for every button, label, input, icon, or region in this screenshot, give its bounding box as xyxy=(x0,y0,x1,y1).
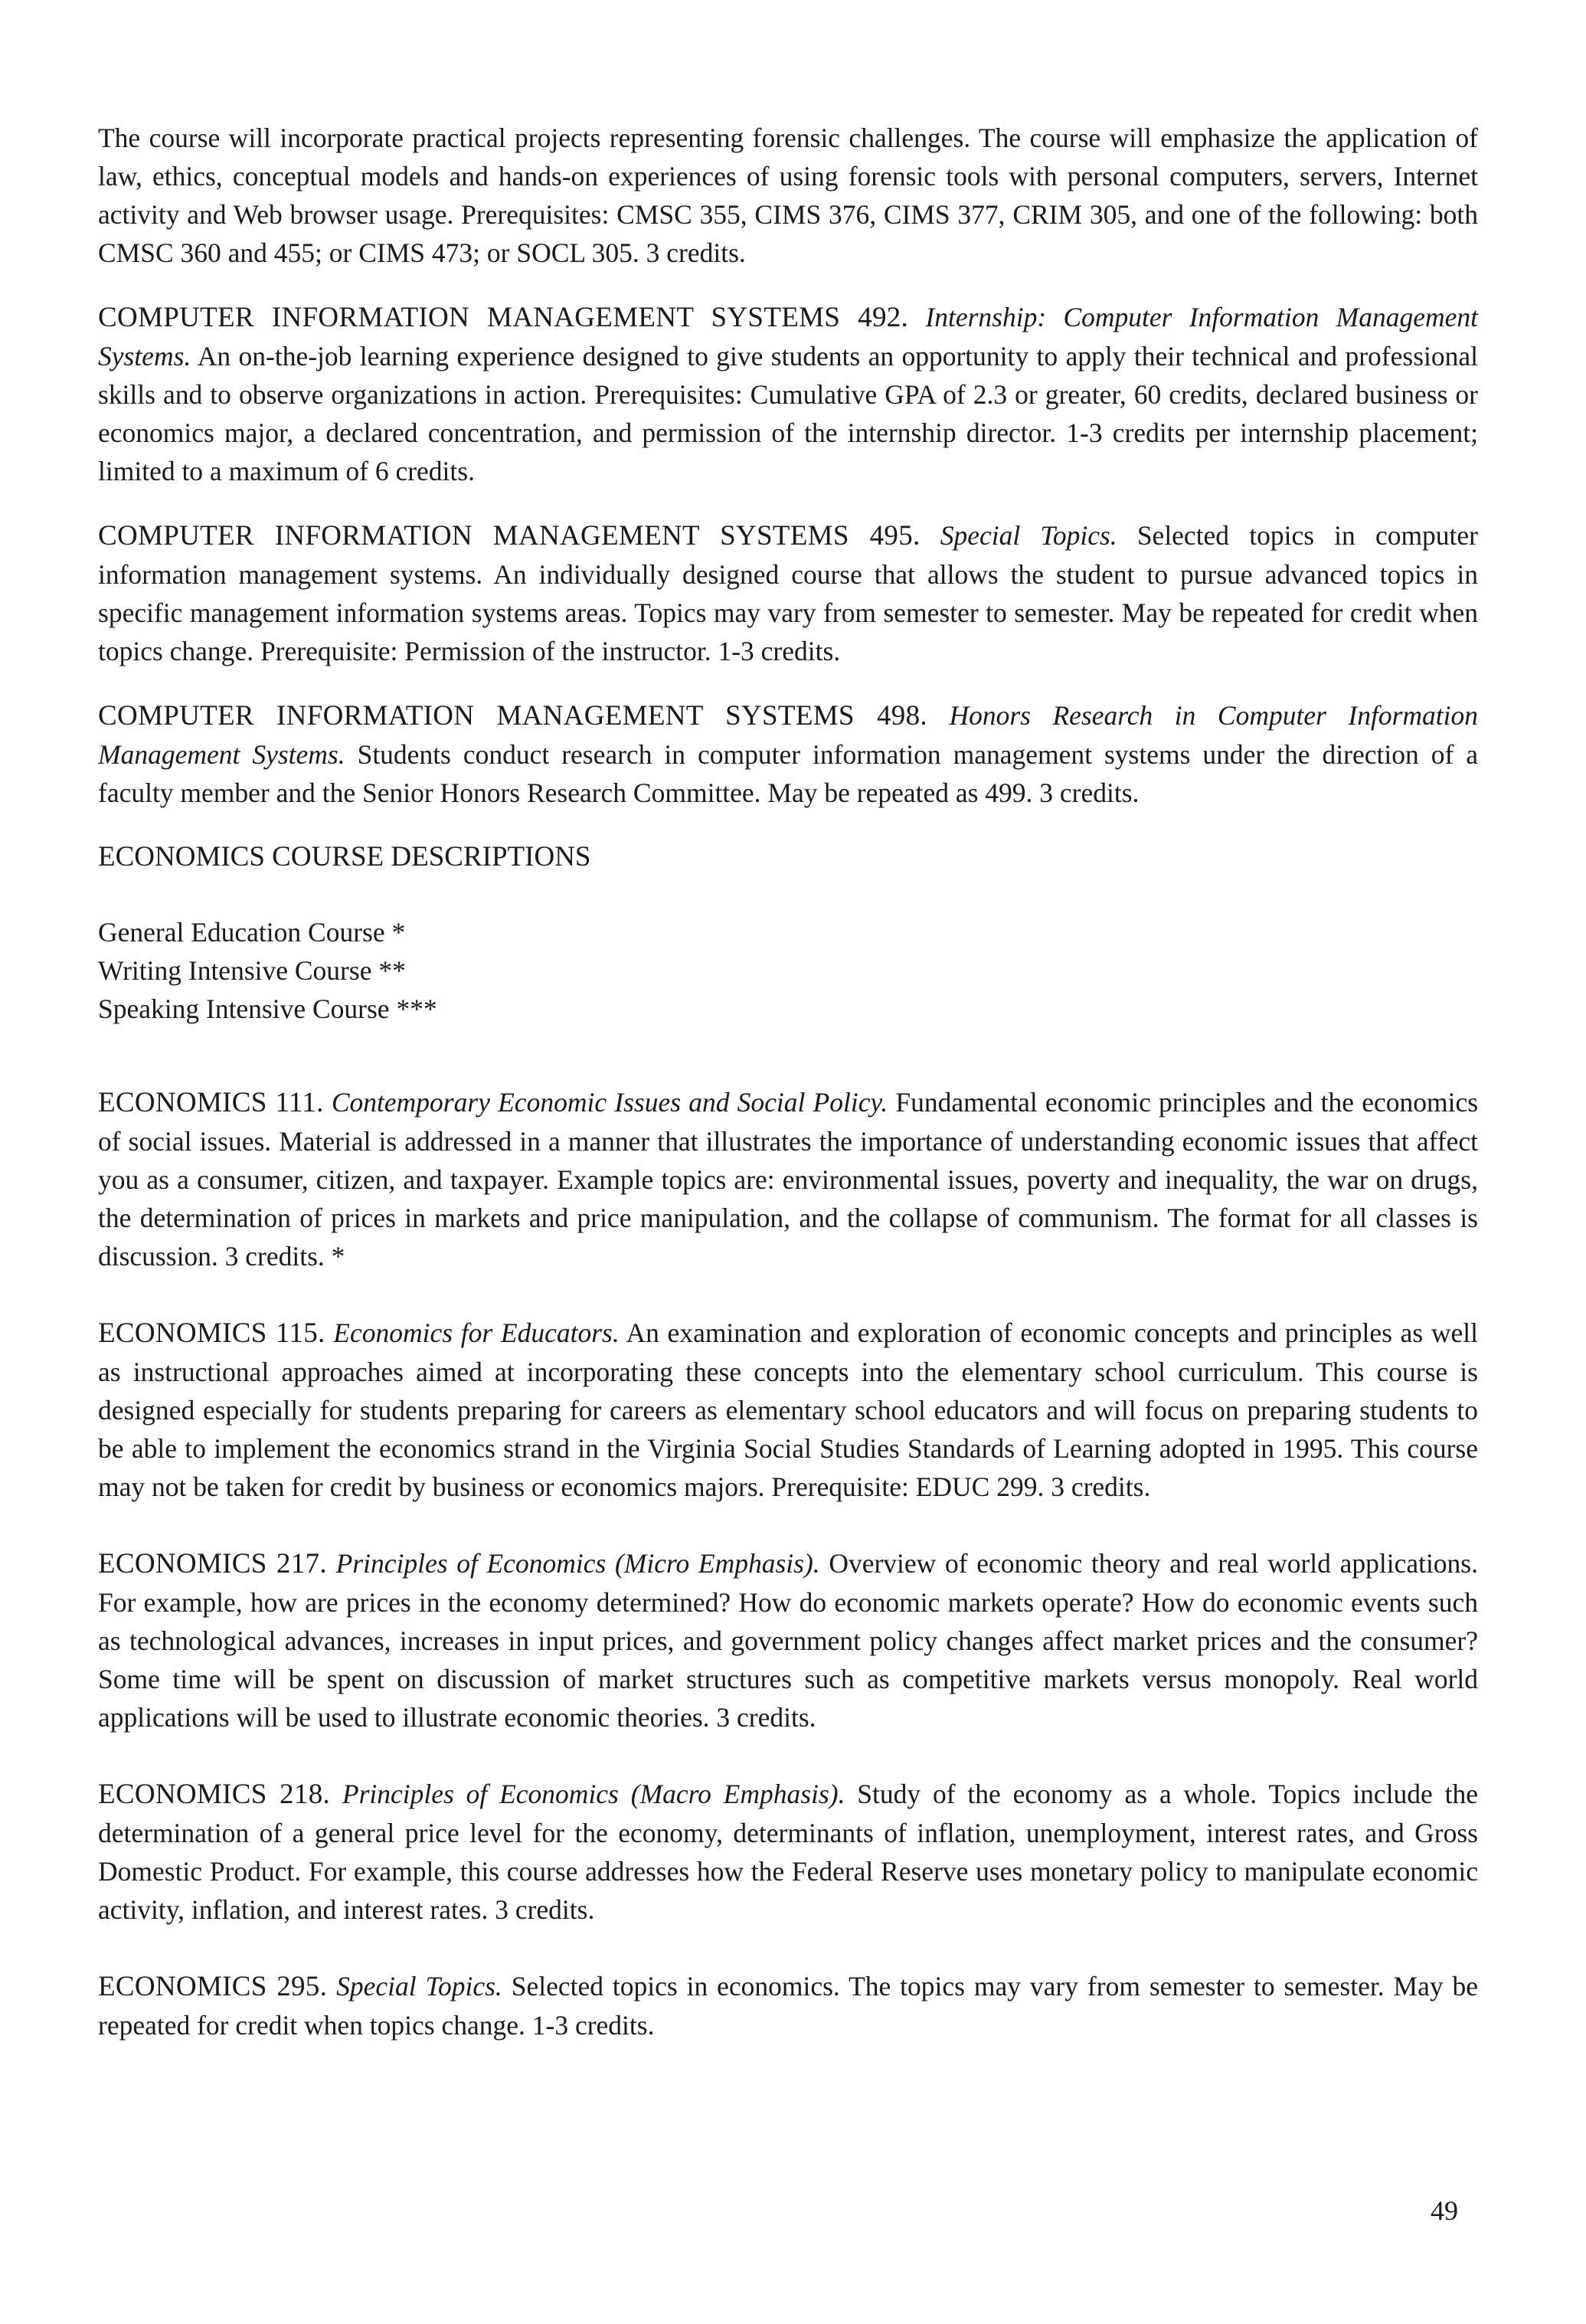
course-type-legend xyxy=(98,913,1478,1028)
course-entry xyxy=(98,298,1478,490)
course-title: Contemporary Economic Issues and Social Policy. xyxy=(331,1087,888,1118)
course-heading: COMPUTER INFORMATION MANAGEMENT SYSTEMS 492. xyxy=(98,302,909,333)
legend-item: Speaking Intensive Course *** xyxy=(98,993,437,1024)
course-title: Special Topics. xyxy=(336,1971,502,2002)
course-entry xyxy=(98,1544,1478,1736)
course-heading: ECONOMICS 217. xyxy=(98,1548,327,1579)
course-title: Principles of Economics (Micro Emphasis). xyxy=(335,1548,820,1579)
course-title: Principles of Economics (Macro Emphasis). xyxy=(342,1779,845,1809)
course-title: Special Topics. xyxy=(940,520,1117,551)
course-description: Overview of economic theory and real world applications. For example, how are prices in the economy determined? How do economic markets operate? How do economic events such as technological advances, increases in input prices, and government policy changes affect market prices and the consumer? Some time will be spent on discussion of market structures such as competitive markets versus monopoly. Real world applications will be used to illustrate economic theories. 3 credits. xyxy=(98,1548,1478,1733)
course-description: Selected topics in computer information management systems. An individually designed course that allows the student to pursue advanced topics in specific management information systems areas. Topics may vary from semester to semester. May be repeated for credit when topics change. Prerequisite: Permission of the instructor. 1-3 credits. xyxy=(98,520,1478,666)
legend-item: Writing Intensive Course ** xyxy=(98,955,406,986)
course-entry xyxy=(98,1083,1478,1275)
course-entry xyxy=(98,1314,1478,1506)
course-description: Selected topics in economics. The topics may vary from semester to semester. May be repeated for credit when topics change. 1-3 credits. xyxy=(98,1971,1479,2041)
course-heading: ECONOMICS 111. xyxy=(98,1087,324,1118)
document-page xyxy=(98,119,1478,2083)
course-title: Honors Research in Computer Information Management Systems. xyxy=(98,700,1479,770)
course-heading: ECONOMICS 295. xyxy=(98,1971,328,2002)
course-heading: COMPUTER INFORMATION MANAGEMENT SYSTEMS 495. xyxy=(98,520,921,552)
course-description: Fundamental economic principles and the economics of social issues. Material is addressed in a manner that illustrates the importance of understanding economic issues that affect you as a consumer, citizen, and taxpayer. Example topics are: environmental issues, poverty and inequality, the war on drugs, the determination of prices in markets and price manipulation, and the collapse of communism. The format for all classes is discussion. 3 credits. * xyxy=(98,1087,1479,1272)
page-number: 49 xyxy=(1431,2195,1458,2226)
course-description: An examination and exploration of economic concepts and principles as well as instructional approaches aimed at incorporating these concepts into the elementary school curriculum. This course is designed especially for students preparing for careers as elementary school educators and will focus on preparing students to be able to implement the economics strand in the Virginia Social Studies Standards of Learning adopted in 1995. This course may not be taken for credit by business or economics majors. Prerequisite: EDUC 299. 3 credits. xyxy=(98,1317,1479,1502)
course-heading: ECONOMICS 115. xyxy=(98,1317,325,1349)
course-entry xyxy=(98,1967,1478,2044)
course-heading: COMPUTER INFORMATION MANAGEMENT SYSTEMS 498. xyxy=(98,700,927,732)
cims-course-list xyxy=(98,298,1478,812)
course-title: Internship: Computer Information Management Systems. xyxy=(98,302,1478,372)
course-entry xyxy=(98,1775,1478,1929)
legend-item: General Education Course * xyxy=(98,917,406,948)
intro-paragraph: The course will incorporate practical projects representing forensic challenges. The course will emphasize the application of law, ethics, conceptual models and hands-on experiences of using forensic tools with personal computers, servers, Internet activity and Web browser usage. Prerequisites: CMSC 355, CIMS 376, CIMS 377, CRIM 305, and one of the following: both CMSC 360 and 455; or CIMS 473; or SOCL 305. 3 credits. xyxy=(98,123,1478,268)
course-description: Study of the economy as a whole. Topics include the determination of a general price level for the economy, determinants of inflation, unemployment, interest rates, and Gross Domestic Product. For example, this course addresses how the Federal Reserve uses monetary policy to manipulate economic activity, inflation, and interest rates. 3 credits. xyxy=(98,1779,1479,1925)
course-entry xyxy=(98,696,1478,812)
course-description: An on-the-job learning experience designed to give students an opportunity to apply their technical and professional skills and to observe organizations in action. Prerequisites: Cumulative GPA of 2.3 or greater, 60 credits, declared business or economics major, a declared concentration, and permission of the internship director. 1-3 credits per internship placement; limited to a maximum of 6 credits. xyxy=(98,341,1478,486)
course-heading: ECONOMICS 218. xyxy=(98,1779,331,1810)
course-title: Economics for Educators. xyxy=(333,1317,620,1348)
course-entry xyxy=(98,516,1478,670)
economics-course-list xyxy=(98,1083,1478,2044)
section-heading: ECONOMICS COURSE DESCRIPTIONS xyxy=(98,841,591,872)
course-description: Students conduct research in computer information management systems under the direction of a faculty member and the Senior Honors Research Committee. May be repeated as 499. 3 credits. xyxy=(98,739,1478,808)
